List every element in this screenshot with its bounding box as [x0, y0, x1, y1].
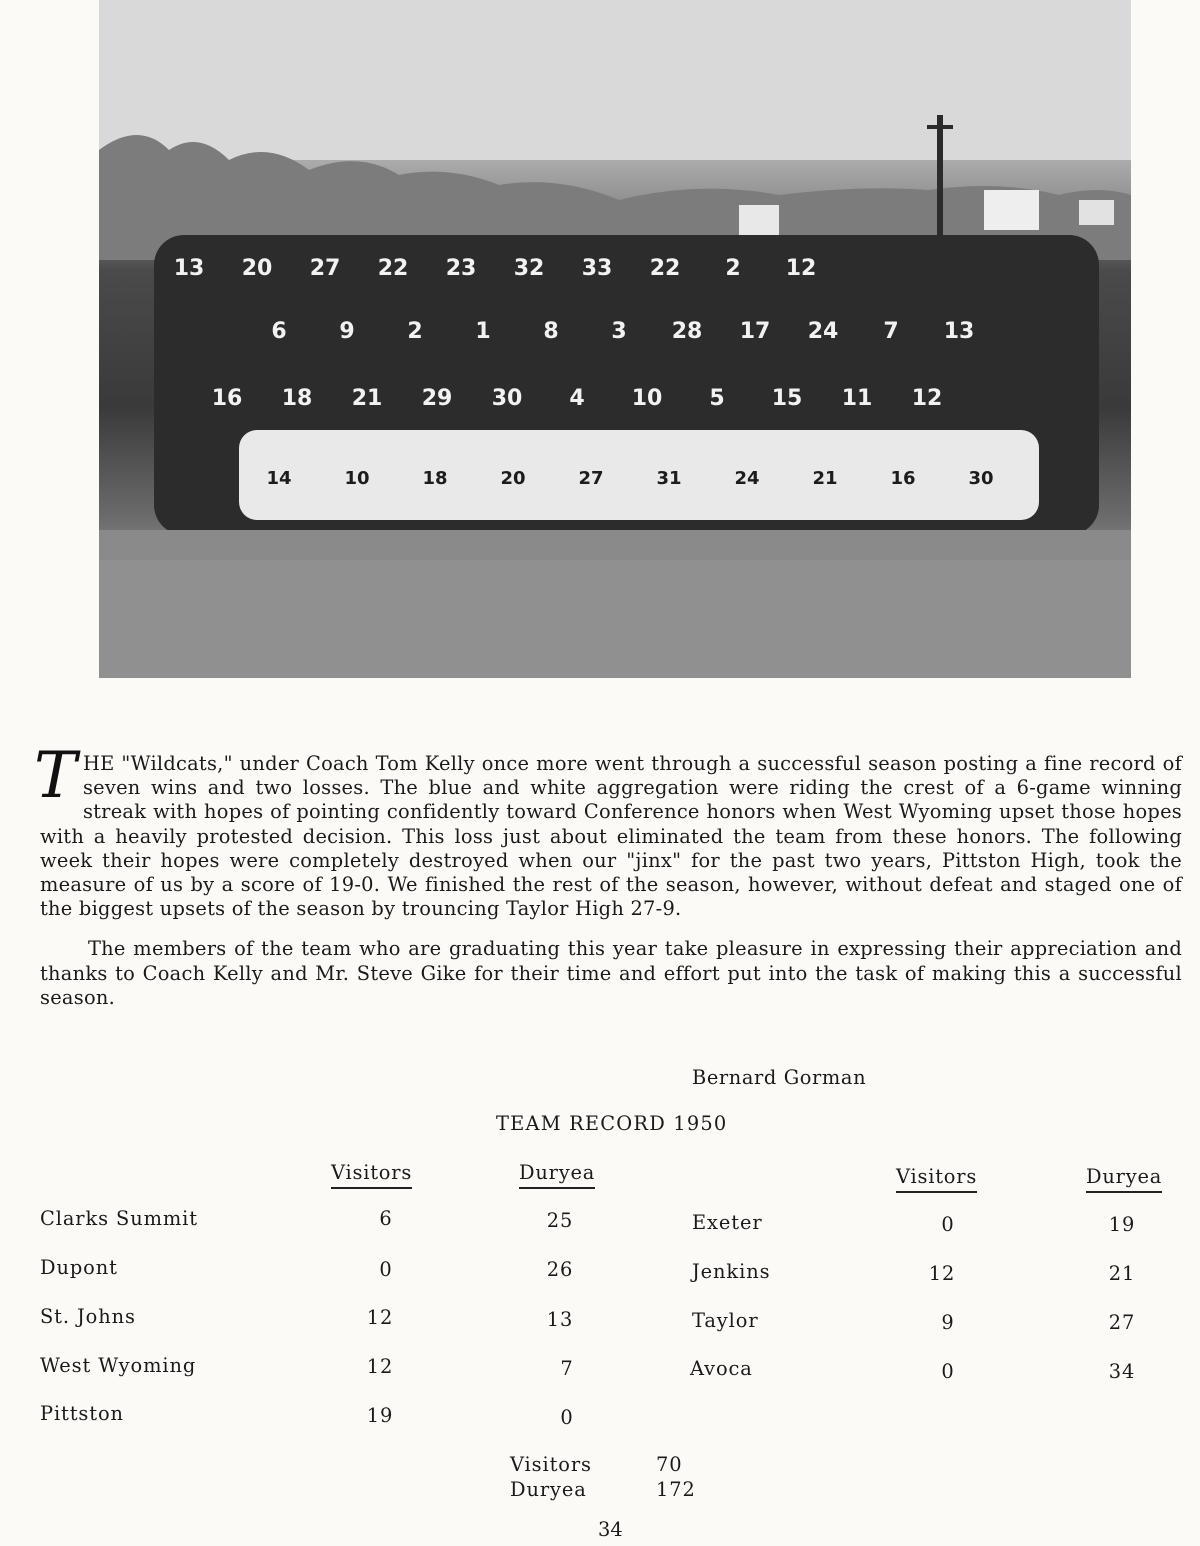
jersey-number: 17 — [739, 319, 771, 344]
team-name: Avoca — [690, 1357, 753, 1380]
team-photo-illustration — [99, 0, 1131, 678]
jersey-number: 3 — [611, 319, 627, 344]
duryea-score: 13 — [546, 1308, 574, 1331]
visitors-score: 12 — [928, 1262, 956, 1285]
drop-cap: T — [34, 739, 77, 813]
jersey-number: 21 — [351, 386, 383, 411]
visitors-score: 12 — [366, 1306, 394, 1329]
jersey-number: 7 — [883, 319, 899, 344]
jersey-number: 18 — [422, 468, 448, 489]
jersey-number: 15 — [771, 386, 803, 411]
paragraph-1 — [34, 739, 1182, 921]
jersey-number: 2 — [407, 319, 423, 344]
paragraph-2: The members of the team who are graduating this year take pleasure in expressing their appreciation and thanks to Coach Kelly and Mr. Steve Gike for their time and effort put into the task of making this a successful season. — [40, 937, 1182, 1009]
left-visitors-header: Visitors — [331, 1161, 412, 1189]
jersey-number: 14 — [266, 468, 292, 489]
duryea-score: 26 — [546, 1258, 574, 1281]
jersey-number: 28 — [671, 319, 703, 344]
visitors-score: 9 — [941, 1311, 955, 1334]
visitors-score: 0 — [941, 1360, 955, 1383]
jersey-number: 27 — [578, 468, 604, 489]
jersey-number: 12 — [785, 256, 817, 281]
visitors-score: 6 — [379, 1207, 393, 1230]
jersey-number: 13 — [943, 319, 975, 344]
team-name: St. Johns — [40, 1305, 136, 1328]
visitors-score: 0 — [941, 1213, 955, 1236]
jersey-number: 30 — [968, 468, 994, 489]
jersey-number: 8 — [543, 319, 559, 344]
visitors-score: 12 — [366, 1355, 394, 1378]
jersey-number: 13 — [173, 256, 205, 281]
jersey-number: 12 — [911, 386, 943, 411]
jersey-number: 23 — [445, 256, 477, 281]
team-name: West Wyoming — [40, 1354, 197, 1377]
article-body — [34, 739, 1182, 1010]
duryea-score: 0 — [560, 1406, 574, 1429]
team-name: Dupont — [40, 1256, 118, 1279]
visitors-score: 19 — [366, 1404, 394, 1427]
totals-value: 172 — [656, 1478, 696, 1501]
jersey-number: 20 — [241, 256, 273, 281]
jersey-number: 32 — [513, 256, 545, 281]
page-number: 34 — [598, 1518, 623, 1541]
jersey-number: 16 — [890, 468, 916, 489]
duryea-score: 25 — [546, 1209, 574, 1232]
jersey-number: 30 — [491, 386, 523, 411]
left-duryea-header: Duryea — [519, 1161, 595, 1189]
jersey-number: 11 — [841, 386, 873, 411]
jersey-number: 29 — [421, 386, 453, 411]
totals-label: Visitors — [510, 1453, 592, 1476]
duryea-score: 7 — [560, 1357, 574, 1380]
duryea-score: 19 — [1108, 1213, 1136, 1236]
record-title: TEAM RECORD 1950 — [496, 1112, 728, 1135]
duryea-score: 21 — [1108, 1262, 1136, 1285]
jersey-number: 22 — [377, 256, 409, 281]
team-name: Exeter — [692, 1211, 763, 1234]
jersey-number: 24 — [734, 468, 760, 489]
author-signature: Bernard Gorman — [692, 1066, 867, 1089]
jersey-number: 31 — [656, 468, 682, 489]
team-name: Clarks Summit — [40, 1207, 198, 1230]
right-visitors-header: Visitors — [896, 1165, 977, 1193]
jersey-number: 2 — [725, 256, 741, 281]
right-duryea-header: Duryea — [1086, 1165, 1162, 1193]
jersey-number: 22 — [649, 256, 681, 281]
jersey-number: 21 — [812, 468, 838, 489]
team-name: Jenkins — [692, 1260, 771, 1283]
jersey-number: 5 — [709, 386, 725, 411]
totals-value: 70 — [656, 1453, 683, 1476]
duryea-score: 27 — [1108, 1311, 1136, 1334]
team-name: Taylor — [692, 1309, 759, 1332]
jersey-number: 9 — [339, 319, 355, 344]
jersey-number: 16 — [211, 386, 243, 411]
totals-label: Duryea — [510, 1478, 587, 1501]
jersey-number: 6 — [271, 319, 287, 344]
jersey-number: 10 — [631, 386, 663, 411]
jersey-number: 1 — [475, 319, 491, 344]
jersey-number: 20 — [500, 468, 526, 489]
jersey-number: 27 — [309, 256, 341, 281]
jersey-number: 4 — [569, 386, 585, 411]
paragraph-1-text: HE "Wildcats," under Coach Tom Kelly once more went through a successful season posting a fine record of seven wins and two losses. The blue and white aggregation were riding the crest of a 6-game winning streak with hopes of pointing confidently toward Conference honors when West Wyoming upset those hopes with a heavily protested decision. This loss just about eliminated the team from these honors. The following week their hopes were completely destroyed when our "jinx" for the past two years, Pittston High, took the measure of us by a score of 19-0. We finished the rest of the season, however, without defeat and staged one of the biggest upsets of the season by trouncing Taylor High 27-9. — [40, 752, 1182, 921]
jersey-number: 33 — [581, 256, 613, 281]
duryea-score: 34 — [1108, 1360, 1136, 1383]
team-photo — [99, 0, 1131, 678]
visitors-score: 0 — [379, 1258, 393, 1281]
team-name: Pittston — [40, 1402, 124, 1425]
jersey-number: 24 — [807, 319, 839, 344]
jersey-number: 10 — [344, 468, 370, 489]
jersey-number: 18 — [281, 386, 313, 411]
